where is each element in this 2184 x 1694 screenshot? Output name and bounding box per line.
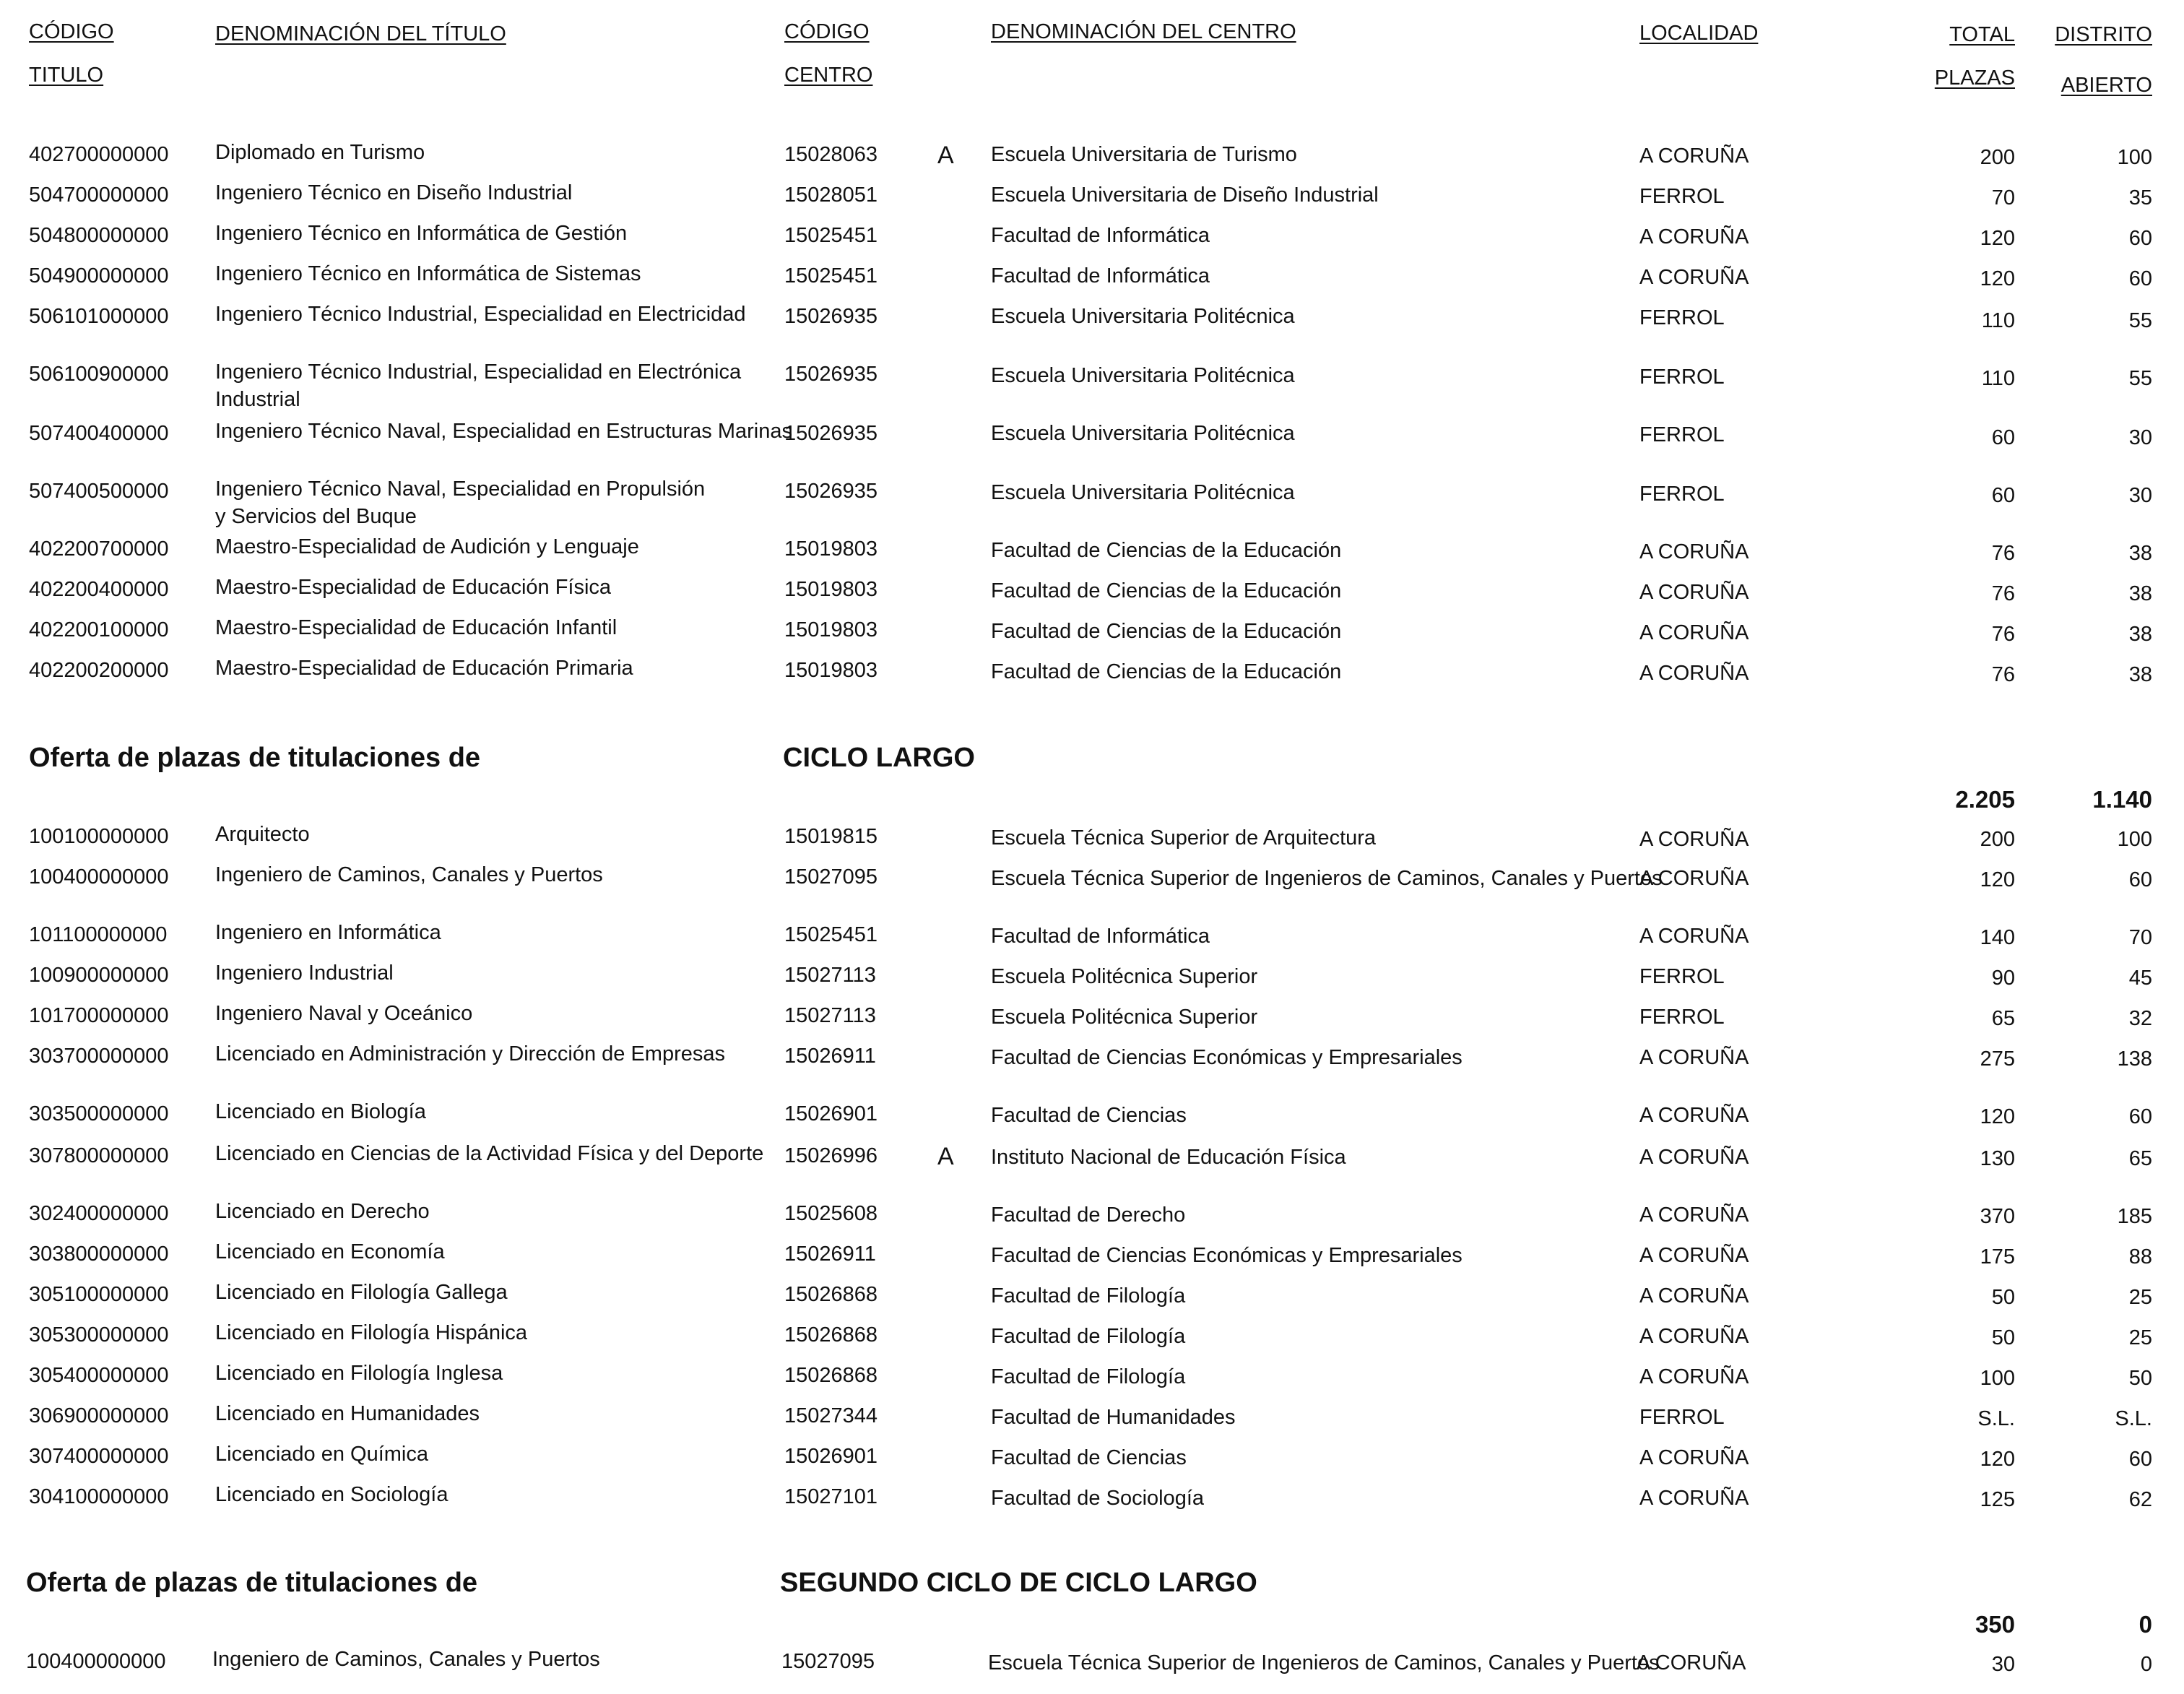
- codigo-centro: 15025451: [784, 264, 878, 288]
- codigo-titulo: 305300000000: [29, 1323, 169, 1347]
- denominacion-centro: Facultad de Ciencias de la Educación: [991, 660, 1342, 683]
- codigo-centro: 15025451: [784, 923, 878, 946]
- localidad: A CORUÑA: [1639, 1046, 1749, 1069]
- denominacion-titulo: Ingeniero Técnico en Informática de Gestión: [215, 222, 628, 245]
- denominacion-centro: Escuela Universitaria de Turismo: [991, 143, 1297, 166]
- section-name: SEGUNDO CICLO DE CICLO LARGO: [780, 1568, 1257, 1598]
- distrito-abierto: 60: [2128, 868, 2152, 891]
- distrito-abierto: 25: [2128, 1286, 2152, 1309]
- denominacion-titulo: Ingeniero en Informática: [215, 921, 441, 944]
- total-plazas: 120: [1980, 1105, 2015, 1128]
- codigo-titulo: 101700000000: [29, 1004, 169, 1027]
- codigo-titulo: 303700000000: [29, 1045, 169, 1068]
- codigo-titulo: 507400400000: [29, 422, 169, 445]
- codigo-titulo: 504900000000: [29, 264, 169, 288]
- codigo-titulo: 504800000000: [29, 224, 169, 247]
- denominacion-centro: Facultad de Informática: [991, 224, 1210, 247]
- codigo-titulo: 504700000000: [29, 183, 169, 207]
- denominacion-centro: Facultad de Ciencias de la Educación: [991, 620, 1342, 643]
- localidad: A CORUÑA: [1639, 1244, 1749, 1267]
- codigo-centro: 15026868: [784, 1323, 878, 1347]
- denominacion-titulo: Maestro-Especialidad de Educación Primaria: [215, 657, 633, 680]
- distrito-abierto: 38: [2128, 623, 2152, 646]
- denominacion-titulo: Licenciado en Biología: [215, 1100, 426, 1123]
- codigo-centro: 15026868: [784, 1364, 878, 1387]
- distrito-abierto: 38: [2128, 582, 2152, 605]
- denominacion-centro: Facultad de Humanidades: [991, 1406, 1236, 1429]
- section-name: CICLO LARGO: [783, 743, 975, 773]
- header-total-plazas-1: TOTAL: [1949, 23, 2015, 46]
- codigo-centro: 15026935: [784, 480, 878, 503]
- localidad: A CORUÑA: [1639, 581, 1749, 604]
- codigo-titulo: 402200700000: [29, 537, 169, 561]
- distrito-abierto: 60: [2128, 227, 2152, 250]
- total-plazas: 370: [1980, 1205, 2015, 1228]
- section-distrito-abierto: 1.140: [2092, 786, 2152, 813]
- denominacion-titulo: Ingeniero Técnico Naval, Especialidad en Estructuras Marinas: [215, 420, 792, 443]
- denominacion-centro: Facultad de Ciencias de la Educación: [991, 539, 1342, 562]
- denominacion-titulo: Arquitecto: [215, 823, 310, 846]
- distrito-abierto: 30: [2128, 426, 2152, 449]
- codigo-centro: 15027101: [784, 1485, 878, 1508]
- codigo-titulo: 507400500000: [29, 480, 169, 503]
- section-label: Oferta de plazas de titulaciones de: [29, 743, 481, 773]
- header-codigo-centro-2: CENTRO: [784, 64, 873, 87]
- codigo-centro: 15026935: [784, 363, 878, 386]
- total-plazas: 76: [1991, 582, 2015, 605]
- denominacion-titulo: Licenciado en Economía: [215, 1240, 445, 1263]
- total-plazas: 60: [1991, 426, 2015, 449]
- total-plazas: 275: [1980, 1047, 2015, 1071]
- codigo-centro: 15027095: [784, 865, 878, 889]
- header-denominacion-centro: DENOMINACIÓN DEL CENTRO: [991, 20, 1296, 43]
- total-plazas: 76: [1991, 542, 2015, 565]
- denominacion-centro: Facultad de Ciencias: [991, 1104, 1187, 1127]
- header-distrito-abierto-1: DISTRITO: [2055, 23, 2152, 46]
- codigo-centro: 15027113: [784, 964, 876, 987]
- codigo-titulo: 303500000000: [29, 1102, 169, 1125]
- denominacion-centro: Escuela Universitaria Politécnica: [991, 422, 1295, 445]
- codigo-titulo: 305400000000: [29, 1364, 169, 1387]
- localidad: A CORUÑA: [1639, 1487, 1749, 1510]
- codigo-centro: 15028063: [784, 143, 878, 166]
- total-plazas: 110: [1981, 367, 2015, 390]
- denominacion-centro: Escuela Universitaria Politécnica: [991, 364, 1295, 387]
- denominacion-titulo: Licenciado en Filología Inglesa: [215, 1362, 503, 1385]
- header-denominacion-titulo: DENOMINACIÓN DEL TÍTULO: [215, 22, 506, 46]
- codigo-titulo: 100400000000: [29, 865, 169, 889]
- codigo-titulo: 402200200000: [29, 659, 169, 682]
- localidad: A CORUÑA: [1639, 925, 1749, 948]
- localidad: A CORUÑA: [1639, 1284, 1749, 1308]
- localidad: A CORUÑA: [1639, 867, 1749, 890]
- total-plazas: 120: [1980, 227, 2015, 250]
- distrito-abierto: 88: [2128, 1245, 2152, 1269]
- codigo-titulo: 101100000000: [29, 923, 168, 946]
- distrito-abierto: 60: [2128, 1105, 2152, 1128]
- localidad: FERROL: [1639, 306, 1725, 329]
- codigo-centro: 15027344: [784, 1404, 878, 1427]
- denominacion-titulo: Ingeniero Técnico en Diseño Industrial: [215, 181, 573, 204]
- distrito-abierto: 100: [2117, 146, 2152, 169]
- denominacion-titulo: Ingeniero Técnico Industrial, Especialidad en Electrónica Industrial: [215, 360, 742, 411]
- centro-mark: A: [937, 1143, 954, 1170]
- total-plazas: 130: [1980, 1147, 2015, 1170]
- denominacion-centro: Facultad de Derecho: [991, 1203, 1186, 1227]
- denominacion-centro: Escuela Universitaria de Diseño Industrial: [991, 183, 1379, 207]
- codigo-titulo: 305100000000: [29, 1283, 169, 1306]
- denominacion-centro: Facultad de Ciencias Económicas y Empresariales: [991, 1244, 1462, 1267]
- denominacion-titulo: Maestro-Especialidad de Audición y Lenguaje: [215, 535, 639, 558]
- section-total-plazas: 350: [1975, 1611, 2015, 1638]
- total-plazas: 120: [1980, 1448, 2015, 1471]
- distrito-abierto: 50: [2128, 1367, 2152, 1390]
- header-total-plazas-2: PLAZAS: [1934, 66, 2015, 90]
- distrito-abierto: 55: [2128, 367, 2152, 390]
- denominacion-titulo: Licenciado en Filología Hispánica: [215, 1321, 528, 1344]
- header-distrito-abierto-2: ABIERTO: [2060, 74, 2152, 97]
- codigo-centro: 15025608: [784, 1202, 878, 1225]
- total-plazas: 120: [1980, 868, 2015, 891]
- total-plazas: 76: [1991, 663, 2015, 686]
- distrito-abierto: 0: [2140, 1653, 2152, 1676]
- codigo-titulo: 306900000000: [29, 1404, 169, 1427]
- codigo-centro: 15026911: [784, 1243, 876, 1266]
- localidad: A CORUÑA: [1639, 1104, 1749, 1127]
- denominacion-titulo: Licenciado en Administración y Dirección de Empresas: [215, 1042, 726, 1066]
- denominacion-titulo: Ingeniero Técnico Industrial, Especialidad en Electricidad: [215, 303, 746, 326]
- localidad: A CORUÑA: [1639, 1203, 1749, 1227]
- denominacion-titulo: Maestro-Especialidad de Educación Física: [215, 576, 612, 599]
- total-plazas: 125: [1980, 1488, 2015, 1511]
- codigo-titulo: 307400000000: [29, 1445, 169, 1468]
- codigo-centro: 15027113: [784, 1004, 876, 1027]
- localidad: FERROL: [1639, 366, 1725, 389]
- codigo-titulo: 304100000000: [29, 1485, 169, 1508]
- denominacion-centro: Facultad de Filología: [991, 1325, 1186, 1348]
- header-localidad: LOCALIDAD: [1639, 22, 1759, 45]
- header-codigo-centro-1: CÓDIGO: [784, 20, 870, 43]
- distrito-abierto: 60: [2128, 1448, 2152, 1471]
- distrito-abierto: 185: [2117, 1205, 2152, 1228]
- codigo-centro: 15026911: [784, 1045, 876, 1068]
- localidad: A CORUÑA: [1639, 621, 1749, 644]
- denominacion-titulo: Licenciado en Ciencias de la Actividad Física y del Deporte: [215, 1142, 764, 1165]
- denominacion-centro: Facultad de Sociología: [991, 1487, 1205, 1510]
- denominacion-titulo: Ingeniero Naval y Oceánico: [215, 1002, 473, 1025]
- total-plazas: 76: [1991, 623, 2015, 646]
- denominacion-centro: Facultad de Ciencias Económicas y Empresariales: [991, 1046, 1462, 1069]
- codigo-titulo: 302400000000: [29, 1202, 169, 1225]
- denominacion-titulo: Ingeniero Técnico Naval, Especialidad en Propulsión y Servicios del Buque: [215, 477, 706, 528]
- total-plazas: 100: [1980, 1367, 2015, 1390]
- denominacion-titulo: Licenciado en Humanidades: [215, 1402, 480, 1425]
- denominacion-centro: Facultad de Ciencias: [991, 1446, 1187, 1469]
- codigo-centro: 15026868: [784, 1283, 878, 1306]
- localidad: FERROL: [1639, 185, 1725, 208]
- localidad: A CORUÑA: [1639, 1325, 1749, 1348]
- distrito-abierto: 70: [2128, 926, 2152, 949]
- total-plazas: 140: [1980, 926, 2015, 949]
- denominacion-centro: Facultad de Informática: [991, 264, 1210, 288]
- codigo-centro: 15026901: [784, 1445, 878, 1468]
- denominacion-titulo: Ingeniero Industrial: [215, 961, 394, 985]
- codigo-centro: 15026935: [784, 422, 878, 445]
- total-plazas: 200: [1980, 146, 2015, 169]
- localidad: A CORUÑA: [1639, 1365, 1749, 1388]
- localidad: FERROL: [1639, 1006, 1725, 1029]
- denominacion-centro: Escuela Universitaria Politécnica: [991, 305, 1295, 328]
- total-plazas: 110: [1981, 309, 2015, 332]
- codigo-titulo: 402700000000: [29, 143, 169, 166]
- denominacion-titulo: Licenciado en Sociología: [215, 1483, 448, 1506]
- denominacion-centro: Escuela Técnica Superior de Ingenieros de Caminos, Canales y Puertos: [988, 1651, 1660, 1674]
- codigo-titulo: 100100000000: [29, 825, 169, 848]
- localidad: FERROL: [1639, 1406, 1725, 1429]
- section-label: Oferta de plazas de titulaciones de: [26, 1568, 478, 1598]
- distrito-abierto: 65: [2128, 1147, 2152, 1170]
- section-total-plazas: 2.205: [1955, 786, 2015, 813]
- denominacion-centro: Facultad de Ciencias de la Educación: [991, 579, 1342, 602]
- denominacion-centro: Facultad de Informática: [991, 925, 1210, 948]
- codigo-centro: 15019803: [784, 537, 878, 561]
- denominacion-titulo: Licenciado en Química: [215, 1443, 428, 1466]
- total-plazas: 175: [1980, 1245, 2015, 1269]
- centro-mark: A: [937, 142, 954, 169]
- codigo-titulo: 100400000000: [26, 1650, 166, 1673]
- denominacion-centro: Escuela Politécnica Superior: [991, 965, 1258, 988]
- localidad: FERROL: [1639, 965, 1725, 988]
- denominacion-centro: Escuela Politécnica Superior: [991, 1006, 1258, 1029]
- localidad: A CORUÑA: [1639, 225, 1749, 249]
- total-plazas: 200: [1980, 828, 2015, 851]
- header-codigo-titulo-2: TITULO: [29, 64, 104, 87]
- codigo-titulo: 402200100000: [29, 618, 169, 641]
- localidad: FERROL: [1639, 423, 1725, 446]
- header-codigo-titulo-1: CÓDIGO: [29, 20, 114, 43]
- codigo-centro: 15027095: [781, 1650, 875, 1673]
- distrito-abierto: 55: [2128, 309, 2152, 332]
- codigo-centro: 15019803: [784, 578, 878, 601]
- codigo-titulo: 402200400000: [29, 578, 169, 601]
- codigo-centro: 15026935: [784, 305, 878, 328]
- distrito-abierto: 38: [2128, 663, 2152, 686]
- distrito-abierto: 138: [2117, 1047, 2152, 1071]
- codigo-centro: 15026996: [784, 1144, 878, 1167]
- codigo-centro: 15026901: [784, 1102, 878, 1125]
- total-plazas: 65: [1991, 1007, 2015, 1030]
- distrito-abierto: 30: [2128, 484, 2152, 507]
- denominacion-centro: Facultad de Filología: [991, 1365, 1186, 1388]
- denominacion-titulo: Ingeniero Técnico en Informática de Sistemas: [215, 262, 641, 285]
- denominacion-titulo: Ingeniero de Caminos, Canales y Puertos: [212, 1648, 600, 1671]
- localidad: FERROL: [1639, 483, 1725, 506]
- denominacion-titulo: Licenciado en Filología Gallega: [215, 1281, 508, 1304]
- denominacion-centro: Escuela Técnica Superior de Ingenieros de Caminos, Canales y Puertos: [991, 867, 1663, 890]
- denominacion-centro: Escuela Técnica Superior de Arquitectura: [991, 826, 1377, 850]
- codigo-centro: 15028051: [784, 183, 878, 207]
- denominacion-centro: Instituto Nacional de Educación Física: [991, 1146, 1346, 1169]
- distrito-abierto: S.L.: [2115, 1407, 2152, 1430]
- total-plazas: 90: [1991, 967, 2015, 990]
- distrito-abierto: 38: [2128, 542, 2152, 565]
- denominacion-titulo: Ingeniero de Caminos, Canales y Puertos: [215, 863, 603, 886]
- total-plazas: 50: [1991, 1286, 2015, 1309]
- localidad: A CORUÑA: [1639, 828, 1749, 851]
- denominacion-centro: Escuela Universitaria Politécnica: [991, 481, 1295, 504]
- total-plazas: 60: [1991, 484, 2015, 507]
- codigo-titulo: 506101000000: [29, 305, 169, 328]
- localidad: A CORUÑA: [1639, 266, 1749, 289]
- distrito-abierto: 32: [2128, 1007, 2152, 1030]
- distrito-abierto: 60: [2128, 267, 2152, 290]
- denominacion-titulo: Licenciado en Derecho: [215, 1200, 430, 1223]
- denominacion-centro: Facultad de Filología: [991, 1284, 1186, 1308]
- localidad: A CORUÑA: [1639, 662, 1749, 685]
- distrito-abierto: 62: [2128, 1488, 2152, 1511]
- codigo-centro: 15019803: [784, 618, 878, 641]
- codigo-titulo: 506100900000: [29, 363, 169, 386]
- total-plazas: 50: [1991, 1326, 2015, 1349]
- codigo-titulo: 100900000000: [29, 964, 169, 987]
- total-plazas: 120: [1980, 267, 2015, 290]
- distrito-abierto: 100: [2117, 828, 2152, 851]
- section-distrito-abierto: 0: [2138, 1611, 2152, 1638]
- codigo-centro: 15019815: [784, 825, 878, 848]
- total-plazas: 70: [1991, 186, 2015, 209]
- denominacion-titulo: Maestro-Especialidad de Educación Infantil: [215, 616, 618, 639]
- codigo-titulo: 303800000000: [29, 1243, 169, 1266]
- total-plazas: 30: [1991, 1653, 2015, 1676]
- localidad: A CORUÑA: [1639, 1446, 1749, 1469]
- total-plazas: S.L.: [1977, 1407, 2015, 1430]
- localidad: A CORUÑA: [1639, 540, 1749, 563]
- denominacion-titulo: Diplomado en Turismo: [215, 141, 425, 164]
- codigo-centro: 15025451: [784, 224, 878, 247]
- localidad: A CORUÑA: [1639, 1146, 1749, 1169]
- distrito-abierto: 35: [2128, 186, 2152, 209]
- distrito-abierto: 25: [2128, 1326, 2152, 1349]
- localidad: A CORUÑA: [1637, 1651, 1746, 1674]
- distrito-abierto: 45: [2128, 967, 2152, 990]
- localidad: A CORUÑA: [1639, 144, 1749, 168]
- codigo-centro: 15019803: [784, 659, 878, 682]
- codigo-titulo: 307800000000: [29, 1144, 169, 1167]
